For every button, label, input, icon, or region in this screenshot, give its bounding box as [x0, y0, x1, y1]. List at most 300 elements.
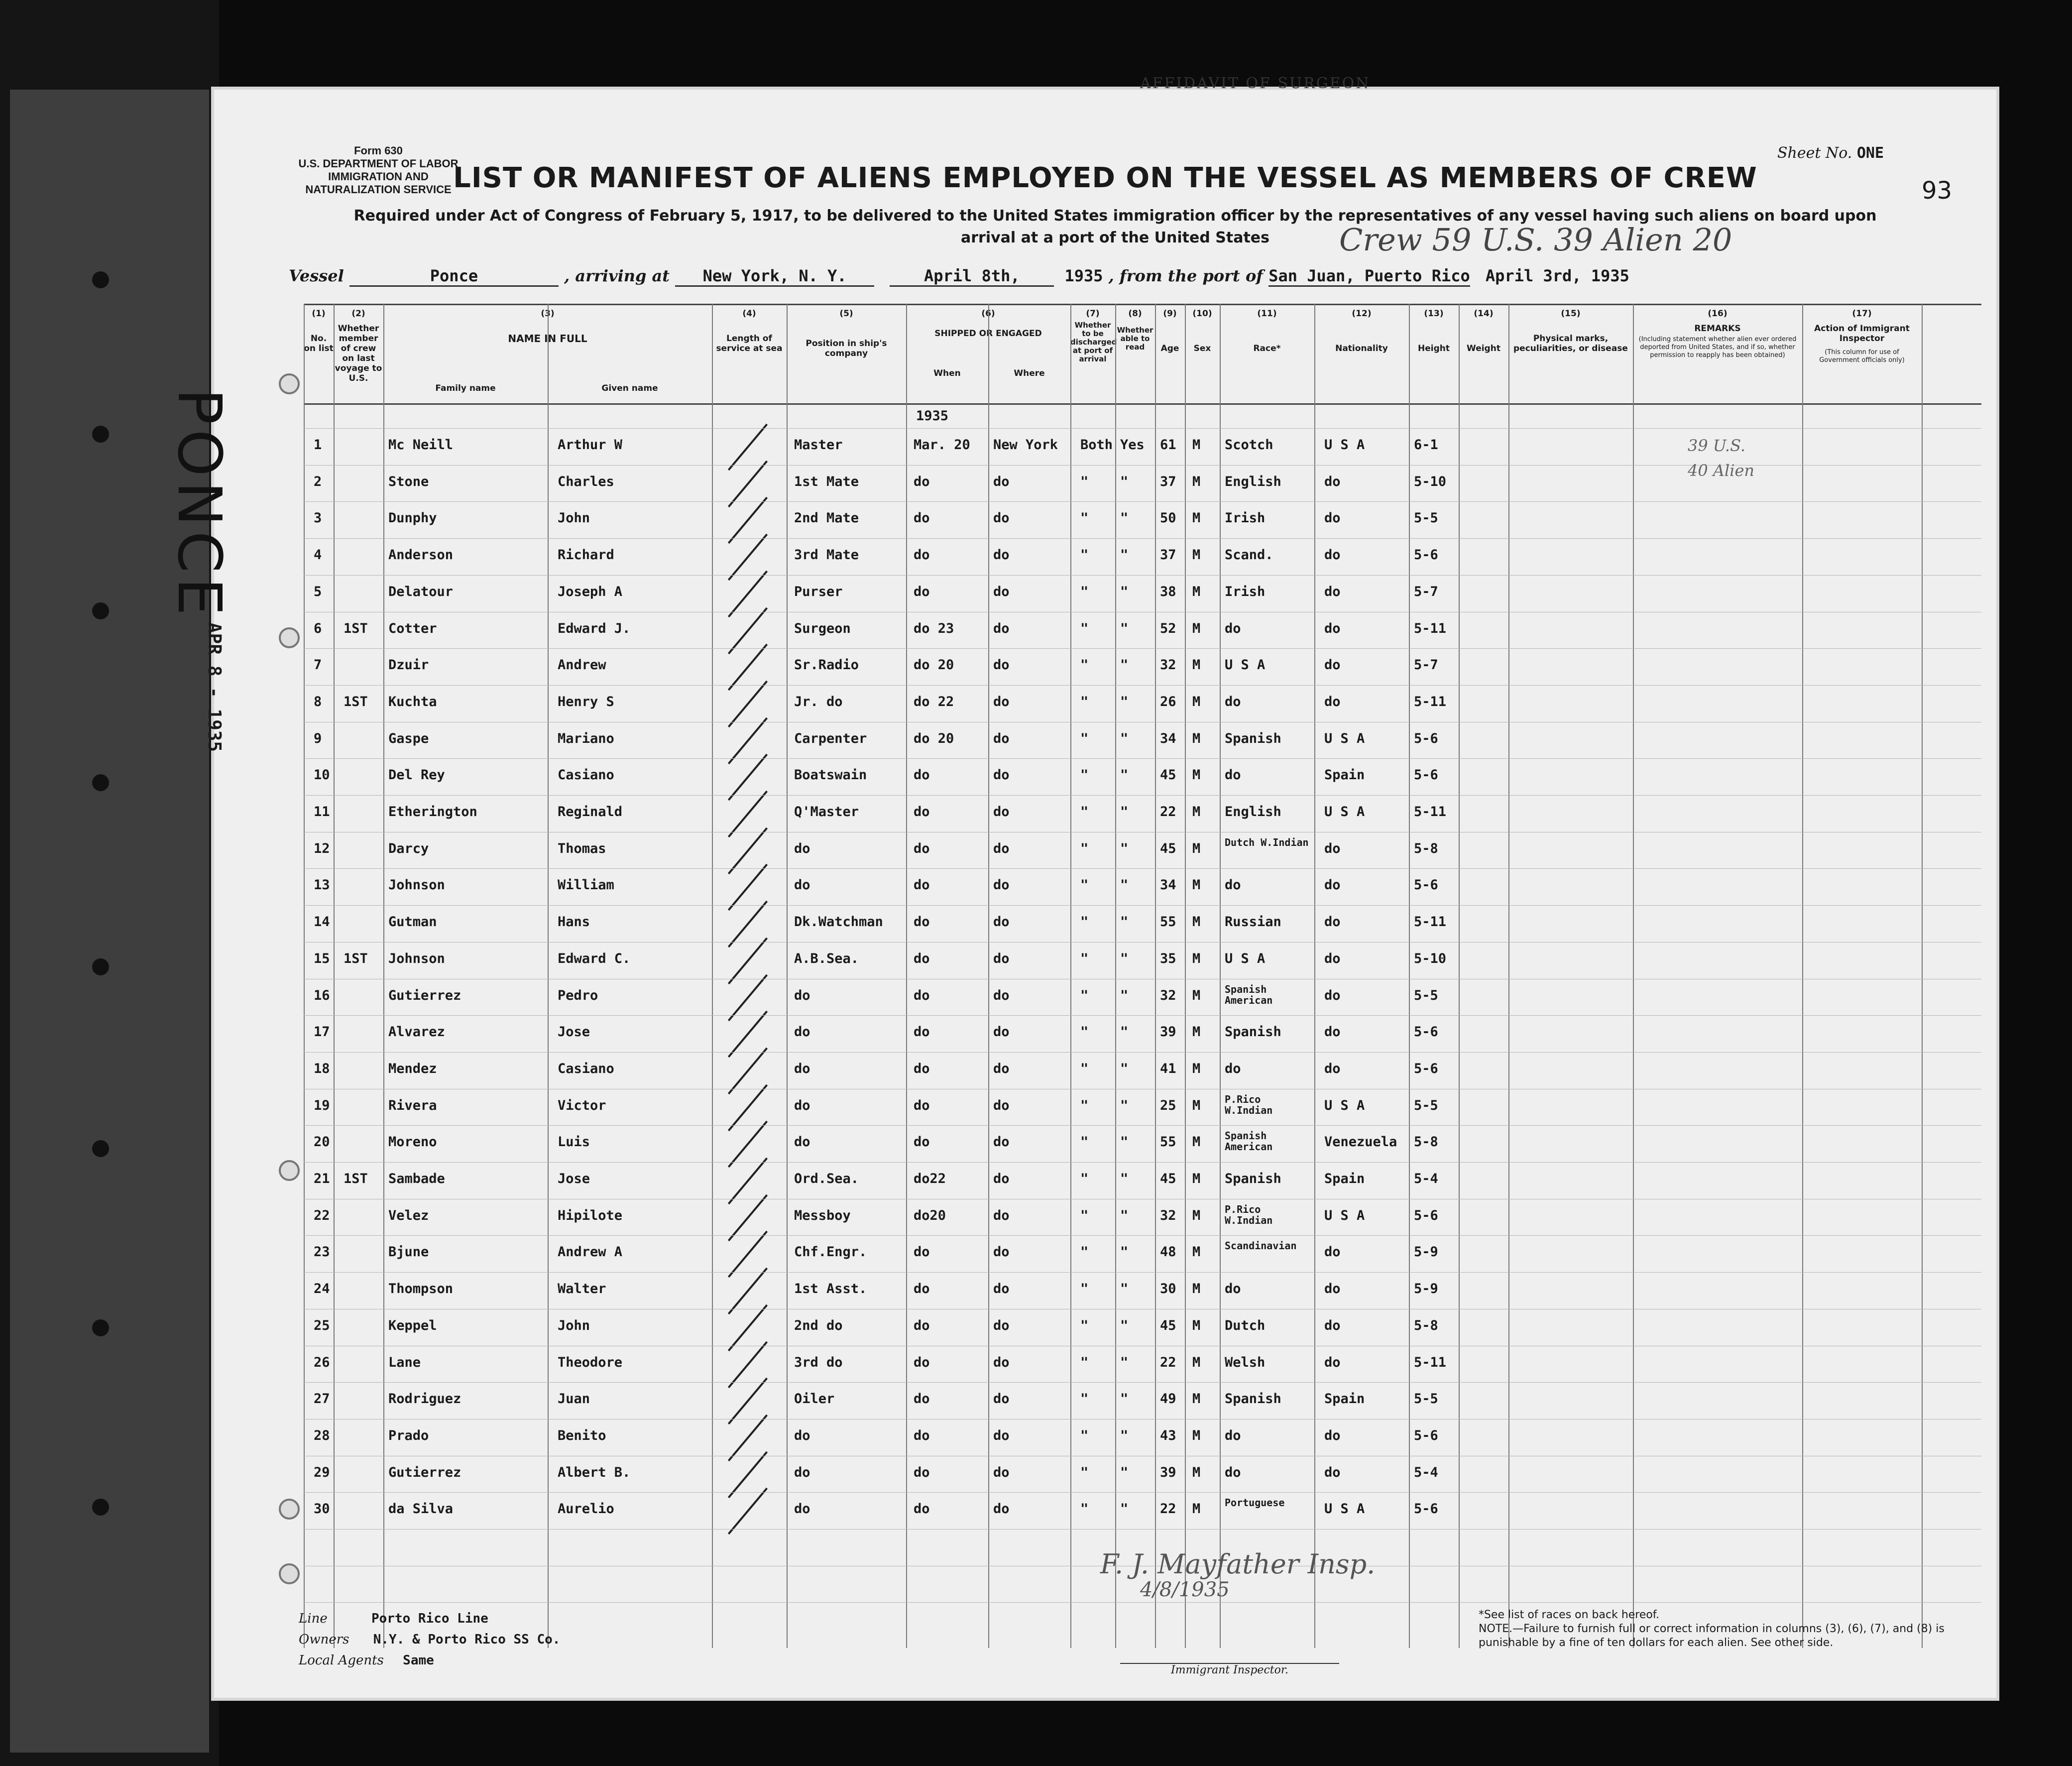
family-name: Keppel: [388, 1317, 437, 1333]
position: Boatswain: [794, 767, 867, 783]
able-to-read: ": [1120, 950, 1129, 966]
discharged: ": [1080, 510, 1089, 526]
col-num-2: (2): [351, 309, 365, 319]
family-name: Rivera: [388, 1097, 437, 1113]
row-number: 27: [314, 1391, 330, 1407]
age: 45: [1160, 767, 1176, 783]
position: 3rd do: [794, 1354, 843, 1370]
binder-hole: [92, 426, 109, 443]
length-of-service-mark: [728, 1048, 768, 1094]
vessel-label: Vessel: [289, 266, 344, 285]
length-of-service-mark: [728, 1011, 768, 1058]
height: 5-6: [1414, 877, 1438, 893]
nationality: do: [1324, 510, 1341, 526]
race: Scotch: [1225, 437, 1273, 453]
height: 5-6: [1414, 767, 1438, 783]
length-of-service-mark: [728, 607, 768, 654]
height: 5-5: [1414, 1097, 1438, 1113]
family-name: Anderson: [388, 547, 454, 563]
discharged: ": [1080, 1427, 1089, 1443]
column-rule: [334, 304, 335, 1648]
discharged: ": [1080, 1501, 1089, 1517]
row-rule: [304, 648, 1981, 649]
shipped-when: do 20: [914, 657, 954, 673]
position: 1st Asst.: [794, 1281, 867, 1297]
agents-label: Local Agents: [299, 1653, 384, 1668]
age: 52: [1160, 620, 1176, 636]
sex: M: [1192, 694, 1201, 709]
row-number: 6: [314, 620, 322, 636]
nationality: do: [1324, 914, 1341, 930]
race: U S A: [1225, 657, 1266, 673]
col-num-1: (1): [312, 309, 326, 319]
nationality: Spain: [1324, 1391, 1365, 1407]
age: 34: [1160, 877, 1176, 893]
nationality: do: [1324, 840, 1341, 856]
sex: M: [1192, 1134, 1201, 1150]
age: 45: [1160, 1317, 1176, 1333]
row-rule: [304, 1602, 1981, 1603]
age: 55: [1160, 1134, 1176, 1150]
given-name: Joseph A: [558, 584, 623, 599]
age: 38: [1160, 584, 1176, 599]
page-number: 93: [1922, 177, 1953, 205]
shipped-where: do: [993, 657, 1010, 673]
col-num-10: (10): [1192, 309, 1212, 319]
length-of-service-mark: [728, 827, 768, 874]
position: do: [794, 1134, 810, 1150]
age: 34: [1160, 730, 1176, 746]
row-rule: [304, 795, 1981, 796]
sex: M: [1192, 1281, 1201, 1297]
discharged: ": [1080, 1171, 1089, 1186]
row-rule: [304, 428, 1981, 429]
race: Irish: [1225, 584, 1266, 599]
given-name: Arthur W: [558, 437, 623, 453]
discharged: ": [1080, 1464, 1089, 1480]
page-hole: [279, 373, 300, 394]
sheet-value: ONE: [1856, 144, 1884, 162]
height: 5-7: [1414, 657, 1438, 673]
binder-paper: [10, 90, 209, 1753]
position: 3rd Mate: [794, 547, 859, 563]
length-of-service-mark: [728, 1231, 768, 1278]
col-header-when: When: [933, 368, 961, 378]
arriving-label: , arriving at: [564, 266, 670, 285]
length-of-service-mark: [728, 901, 768, 947]
shipped-when: do: [914, 914, 930, 930]
able-to-read: ": [1120, 914, 1129, 930]
given-name: John: [558, 1317, 590, 1333]
race: do: [1225, 1060, 1241, 1076]
row-rule: [304, 575, 1981, 576]
footer-note: *See list of races on back hereof. NOTE.—Failure to furnish full or correct information in columns (3), (6), (7), and (8) is punishable by a fine of ten dollars for each alien. See other side.: [1479, 1609, 1945, 1649]
col-header-name: NAME IN FULL: [508, 333, 587, 345]
sex: M: [1192, 547, 1201, 563]
sex: M: [1192, 730, 1201, 746]
row-rule: [304, 685, 1981, 686]
length-of-service-mark: [728, 424, 768, 471]
height: 5-6: [1414, 1207, 1438, 1223]
column-rule: [548, 304, 549, 1648]
column-rule: [1070, 304, 1071, 1648]
sex: M: [1192, 1317, 1201, 1333]
race: Russian: [1225, 914, 1281, 930]
shipped-when: do: [914, 584, 930, 599]
row-number: 11: [314, 804, 330, 820]
discharged: ": [1080, 1097, 1089, 1113]
column-rule: [988, 304, 989, 1648]
race: Spanish American: [1225, 983, 1273, 1006]
sex: M: [1192, 584, 1201, 599]
shipped-where: do: [993, 950, 1010, 966]
shipped-where: do: [993, 1134, 1010, 1150]
sex: M: [1192, 840, 1201, 856]
col-num-6: (6): [981, 309, 995, 319]
nationality: U S A: [1324, 1207, 1365, 1223]
shipped-where: do: [993, 1354, 1010, 1370]
position: do: [794, 1097, 810, 1113]
given-name: Hipilote: [558, 1207, 623, 1223]
shipped-when: do: [914, 1427, 930, 1443]
position: 2nd Mate: [794, 510, 859, 526]
height: 5-11: [1414, 694, 1447, 709]
age: 49: [1160, 1391, 1176, 1407]
binder-hole: [92, 1499, 109, 1516]
agents-value: Same: [403, 1653, 434, 1668]
position: do: [794, 877, 810, 893]
shipped-where: do: [993, 1060, 1010, 1076]
able-to-read: ": [1120, 804, 1129, 820]
discharged: ": [1080, 694, 1089, 709]
height: 5-7: [1414, 584, 1438, 599]
shipped-where: do: [993, 730, 1010, 746]
nationality: U S A: [1324, 804, 1365, 820]
position: Sr.Radio: [794, 657, 859, 673]
length-of-service-mark: [728, 1084, 768, 1131]
discharged: ": [1080, 987, 1089, 1003]
column-rule: [1155, 304, 1156, 1648]
family-name: Gaspe: [388, 730, 429, 746]
nationality: do: [1324, 473, 1341, 489]
nationality: do: [1324, 657, 1341, 673]
row-number: 28: [314, 1427, 330, 1443]
age: 22: [1160, 1501, 1176, 1517]
given-name: Albert B.: [558, 1464, 631, 1480]
age: 37: [1160, 473, 1176, 489]
sex: M: [1192, 1501, 1201, 1517]
race: Scandinavian: [1225, 1240, 1297, 1252]
row-rule: [304, 1492, 1981, 1493]
age: 26: [1160, 694, 1176, 709]
col-num-8: (8): [1128, 309, 1142, 319]
row-rule: [304, 1382, 1981, 1383]
sex: M: [1192, 1391, 1201, 1407]
able-to-read: ": [1120, 877, 1129, 893]
col-num-15: (15): [1561, 309, 1581, 319]
shipped-where: do: [993, 914, 1010, 930]
shipped-when: do 20: [914, 730, 954, 746]
arrival-date-stamp: APR 8 - 1935: [204, 622, 225, 752]
discharged: ": [1080, 1134, 1089, 1150]
row-rule: [304, 1235, 1981, 1236]
given-name: Edward C.: [558, 950, 631, 966]
handwritten-crew-count: Crew 59 U.S. 39 Alien 20: [1339, 222, 1732, 258]
nationality: do: [1324, 1244, 1341, 1260]
given-name: Mariano: [558, 730, 614, 746]
sex: M: [1192, 473, 1201, 489]
family-name: Thompson: [388, 1281, 454, 1297]
row-number: 23: [314, 1244, 330, 1260]
length-of-service-mark: [728, 571, 768, 617]
col-num-16: (16): [1708, 309, 1727, 319]
sex: M: [1192, 1207, 1201, 1223]
position: Jr. do: [794, 694, 843, 709]
shipped-where: do: [993, 1281, 1010, 1297]
position: Purser: [794, 584, 843, 599]
position: Ord.Sea.: [794, 1171, 859, 1186]
given-name: Benito: [558, 1427, 606, 1443]
sheet-number: [1777, 144, 1884, 162]
able-to-read: ": [1120, 657, 1129, 673]
sex: M: [1192, 767, 1201, 783]
family-name: Velez: [388, 1207, 429, 1223]
col-header-no: No. on list: [304, 334, 334, 353]
row-number: 14: [314, 914, 330, 930]
age: 45: [1160, 1171, 1176, 1186]
page-hole: [279, 1160, 300, 1181]
age: 37: [1160, 547, 1176, 563]
position: do: [794, 1501, 810, 1517]
family-name: Dunphy: [388, 510, 437, 526]
col-header-discharged: Whether to be discharged at port of arrival: [1070, 321, 1117, 363]
family-name: Mendez: [388, 1060, 437, 1076]
column-rule: [1633, 304, 1634, 1648]
from-label: , from the port of: [1108, 266, 1264, 285]
position: do: [794, 840, 810, 856]
nationality: do: [1324, 1427, 1341, 1443]
height: 5-6: [1414, 1060, 1438, 1076]
row-number: 21: [314, 1171, 330, 1186]
nationality: do: [1324, 1060, 1341, 1076]
col-num-13: (13): [1424, 309, 1444, 319]
height: 5-9: [1414, 1281, 1438, 1297]
arrival-port: New York, N. Y.: [675, 266, 874, 287]
col-header-given: Given name: [601, 383, 658, 393]
given-name: Reginald: [558, 804, 623, 820]
race: Irish: [1225, 510, 1266, 526]
affidavit-stamp: AFFIDAVIT OF SURGEON: [1140, 75, 1371, 92]
binder-hole: [92, 271, 109, 288]
height: 5-10: [1414, 473, 1447, 489]
length-of-service-mark: [728, 864, 768, 911]
shipped-when: do: [914, 510, 930, 526]
col-num-11: (11): [1257, 309, 1277, 319]
given-name: Edward J.: [558, 620, 631, 636]
sex: M: [1192, 1060, 1201, 1076]
shipped-where: do: [993, 1501, 1010, 1517]
age: 32: [1160, 657, 1176, 673]
given-name: Aurelio: [558, 1501, 614, 1517]
race: Welsh: [1225, 1354, 1266, 1370]
signature-date: 4/8/1935: [1140, 1578, 1230, 1601]
nationality: do: [1324, 1464, 1341, 1480]
discharged: ": [1080, 1244, 1089, 1260]
column-rule: [304, 304, 305, 1648]
shipped-where: do: [993, 1464, 1010, 1480]
year-note: 1935: [916, 408, 949, 424]
able-to-read: ": [1120, 1134, 1129, 1150]
race: do: [1225, 1427, 1241, 1443]
col-header-position: Position in ship's company: [806, 339, 887, 358]
race: Portuguese: [1225, 1497, 1285, 1509]
given-name: Pedro: [558, 987, 598, 1003]
age: 45: [1160, 840, 1176, 856]
nationality: U S A: [1324, 437, 1365, 453]
position: Carpenter: [794, 730, 867, 746]
given-name: Charles: [558, 473, 614, 489]
able-to-read: ": [1120, 1464, 1129, 1480]
able-to-read: ": [1120, 510, 1129, 526]
able-to-read: ": [1120, 1244, 1129, 1260]
row-number: 3: [314, 510, 322, 526]
given-name: Richard: [558, 547, 614, 563]
given-name: Juan: [558, 1391, 590, 1407]
row-number: 8: [314, 694, 322, 709]
family-name: Kuchta: [388, 694, 437, 709]
nationality: do: [1324, 987, 1341, 1003]
length-of-service-mark: [728, 1341, 768, 1388]
able-to-read: ": [1120, 1391, 1129, 1407]
position: do: [794, 1060, 810, 1076]
row-number: 25: [314, 1317, 330, 1333]
family-name: Etherington: [388, 804, 477, 820]
race: Spanish American: [1225, 1130, 1273, 1153]
shipped-when: do: [914, 1501, 930, 1517]
line-value: Porto Rico Line: [371, 1611, 488, 1626]
able-to-read: ": [1120, 547, 1129, 563]
crew-table: [304, 304, 1981, 1648]
length-of-service-mark: [728, 1121, 768, 1168]
age: 48: [1160, 1244, 1176, 1260]
col-header-height: Height: [1418, 344, 1450, 353]
sex: M: [1192, 987, 1201, 1003]
able-to-read: ": [1120, 1281, 1129, 1297]
position: Master: [794, 437, 843, 453]
owners-label: Owners: [299, 1632, 349, 1647]
shipped-when: do: [914, 1391, 930, 1407]
page-hole: [279, 1563, 300, 1584]
sheet-label: Sheet No.: [1777, 144, 1852, 162]
discharged: ": [1080, 1207, 1089, 1223]
nationality: do: [1324, 950, 1341, 966]
last-voyage: 1ST: [344, 694, 368, 709]
shipped-when: do: [914, 1317, 930, 1333]
sex: M: [1192, 1244, 1201, 1260]
height: 5-4: [1414, 1171, 1438, 1186]
binder-hole: [92, 1140, 109, 1157]
given-name: John: [558, 510, 590, 526]
shipped-where: do: [993, 1317, 1010, 1333]
length-of-service-mark: [728, 754, 768, 801]
age: 55: [1160, 914, 1176, 930]
col-num-3: (3): [541, 309, 555, 319]
col-num-4: (4): [742, 309, 756, 319]
height: 5-5: [1414, 1391, 1438, 1407]
family-name: Moreno: [388, 1134, 437, 1150]
nationality: Venezuela: [1324, 1134, 1397, 1150]
nationality: do: [1324, 694, 1341, 709]
length-of-service-mark: [728, 791, 768, 837]
position: Chf.Engr.: [794, 1244, 867, 1260]
nationality: Spain: [1324, 1171, 1365, 1186]
row-rule: [304, 1162, 1981, 1163]
shipped-when: do: [914, 547, 930, 563]
length-of-service-mark: [728, 1378, 768, 1424]
page-subtitle: Required under Act of Congress of February 5, 1917, to be delivered to the United States immigration officer by the representatives of any vessel having such aliens on board upon arrival at a port of the United States: [353, 207, 1877, 246]
shipped-where: do: [993, 1097, 1010, 1113]
shipped-when: do: [914, 877, 930, 893]
discharged: ": [1080, 1024, 1089, 1040]
given-name: Jose: [558, 1171, 590, 1186]
binder-hole: [92, 602, 109, 619]
height: 5-8: [1414, 840, 1438, 856]
shipped-where: do: [993, 547, 1010, 563]
column-rule: [1802, 304, 1803, 1648]
shipped-where: do: [993, 584, 1010, 599]
col-header-remarks: REMARKS: [1694, 324, 1741, 334]
position: do: [794, 1464, 810, 1480]
sex: M: [1192, 1464, 1201, 1480]
length-of-service-mark: [728, 1488, 768, 1534]
position: A.B.Sea.: [794, 950, 859, 966]
discharged: ": [1080, 730, 1089, 746]
length-of-service-mark: [728, 1451, 768, 1498]
able-to-read: ": [1120, 987, 1129, 1003]
shipped-when: do: [914, 1024, 930, 1040]
col-num-17: (17): [1852, 309, 1872, 319]
able-to-read: ": [1120, 584, 1129, 599]
discharged: ": [1080, 840, 1089, 856]
column-rule: [1922, 304, 1923, 1648]
length-of-service-mark: [728, 497, 768, 544]
family-name: Gutierrez: [388, 987, 461, 1003]
col-header-race: Race*: [1253, 344, 1281, 353]
position: do: [794, 1024, 810, 1040]
col-header-remarks-sub: (Including statement whether alien ever ordered deported from United States, and if so, whether permission to reapply has been obtained): [1638, 336, 1797, 359]
able-to-read: ": [1120, 1317, 1129, 1333]
able-to-read: ": [1120, 767, 1129, 783]
column-rule: [787, 304, 788, 1648]
discharged: ": [1080, 1060, 1089, 1076]
col-header-shipped: SHIPPED OR ENGAGED: [934, 329, 1042, 339]
row-number: 13: [314, 877, 330, 893]
col-header-family: Family name: [435, 383, 496, 393]
page-hole: [279, 627, 300, 648]
length-of-service-mark: [728, 1158, 768, 1204]
sex: M: [1192, 1024, 1201, 1040]
height: 5-8: [1414, 1317, 1438, 1333]
shipped-where: do: [993, 840, 1010, 856]
able-to-read: ": [1120, 1171, 1129, 1186]
nationality: do: [1324, 620, 1341, 636]
discharged: ": [1080, 767, 1089, 783]
column-rule: [1508, 304, 1509, 1648]
row-number: 9: [314, 730, 322, 746]
shipped-when: do: [914, 1281, 930, 1297]
row-number: 17: [314, 1024, 330, 1040]
height: 5-9: [1414, 1244, 1438, 1260]
